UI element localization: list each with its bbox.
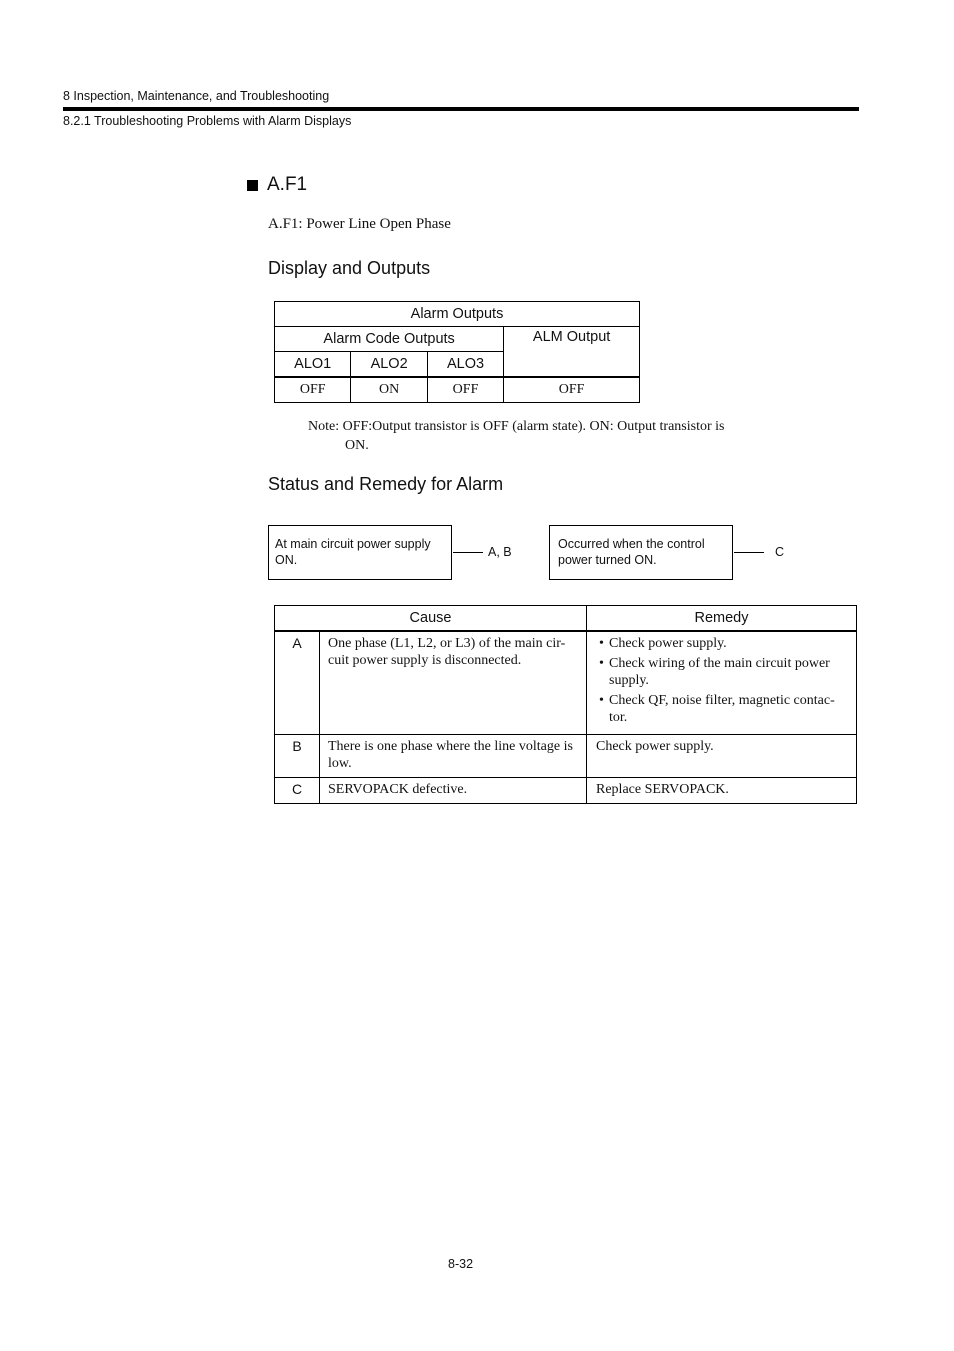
cause-header: Cause [275, 606, 587, 632]
cause-cell: There is one phase where the line voltage is low. [320, 735, 587, 778]
alarm-description: A.F1: Power Line Open Phase [268, 216, 451, 232]
remedy-cell: Check power supply. [587, 735, 857, 778]
status-connector-line [734, 552, 764, 553]
list-item: • Check power supply. [596, 635, 850, 652]
alarm-title [247, 174, 307, 196]
status-box-control-power: Occurred when the control power turned ON. [549, 525, 733, 580]
status-box-main-circuit: At main circuit power supply ON. [268, 525, 452, 580]
remedy-list [596, 635, 850, 726]
remedy-header: Remedy [587, 606, 857, 632]
alarm-code: A.F1 [267, 174, 308, 195]
value-alo1: OFF [275, 377, 351, 403]
status-connector-line [453, 552, 483, 553]
value-alm-output: OFF [504, 377, 640, 403]
status-remedy-heading: Status and Remedy for Alarm [268, 474, 504, 494]
value-alo3: OFF [427, 377, 503, 403]
chapter-header: 8 Inspection, Maintenance, and Troubleshooting [63, 89, 330, 103]
table-row [275, 778, 857, 804]
alarm-outputs-table [274, 301, 640, 403]
display-outputs-heading: Display and Outputs [268, 258, 431, 278]
cause-cell: SERVOPACK defective. [320, 778, 587, 804]
cause-cell: One phase (L1, L2, or L3) of the main cir-cuit power supply is disconnected. [320, 631, 587, 735]
header-rule [63, 107, 859, 111]
column-header-alo3: ALO3 [427, 352, 503, 378]
table-row [275, 735, 857, 778]
table-row [275, 631, 857, 735]
remedy-cell: Replace SERVOPACK. [587, 778, 857, 804]
cause-remedy-table [274, 605, 857, 804]
outputs-note [308, 417, 748, 455]
alm-output-header: ALM Output [504, 327, 640, 378]
value-alo2: ON [351, 377, 427, 403]
alarm-code-outputs-header: Alarm Code Outputs [275, 327, 504, 352]
list-item: • Check QF, noise filter, magnetic contac-tor. [596, 692, 850, 726]
status-label-ab: A, B [488, 545, 512, 559]
row-label: A [275, 631, 320, 735]
note-line-1: Note: OFF:Output transistor is OFF (alarm state). ON: Output transistor is [308, 419, 725, 434]
note-line-2: ON. [345, 438, 369, 453]
remedy-cell [587, 631, 857, 735]
row-label: C [275, 778, 320, 804]
alarm-outputs-header: Alarm Outputs [275, 302, 640, 327]
column-header-alo2: ALO2 [351, 352, 427, 378]
list-item: • Check wiring of the main circuit power supply. [596, 655, 850, 689]
section-header: 8.2.1 Troubleshooting Problems with Alarm Displays [63, 114, 352, 128]
column-header-alo1: ALO1 [275, 352, 351, 378]
status-label-c: C [775, 545, 785, 559]
page-number: 8-32 [448, 1257, 474, 1271]
row-label: B [275, 735, 320, 778]
square-bullet-icon [247, 180, 258, 191]
